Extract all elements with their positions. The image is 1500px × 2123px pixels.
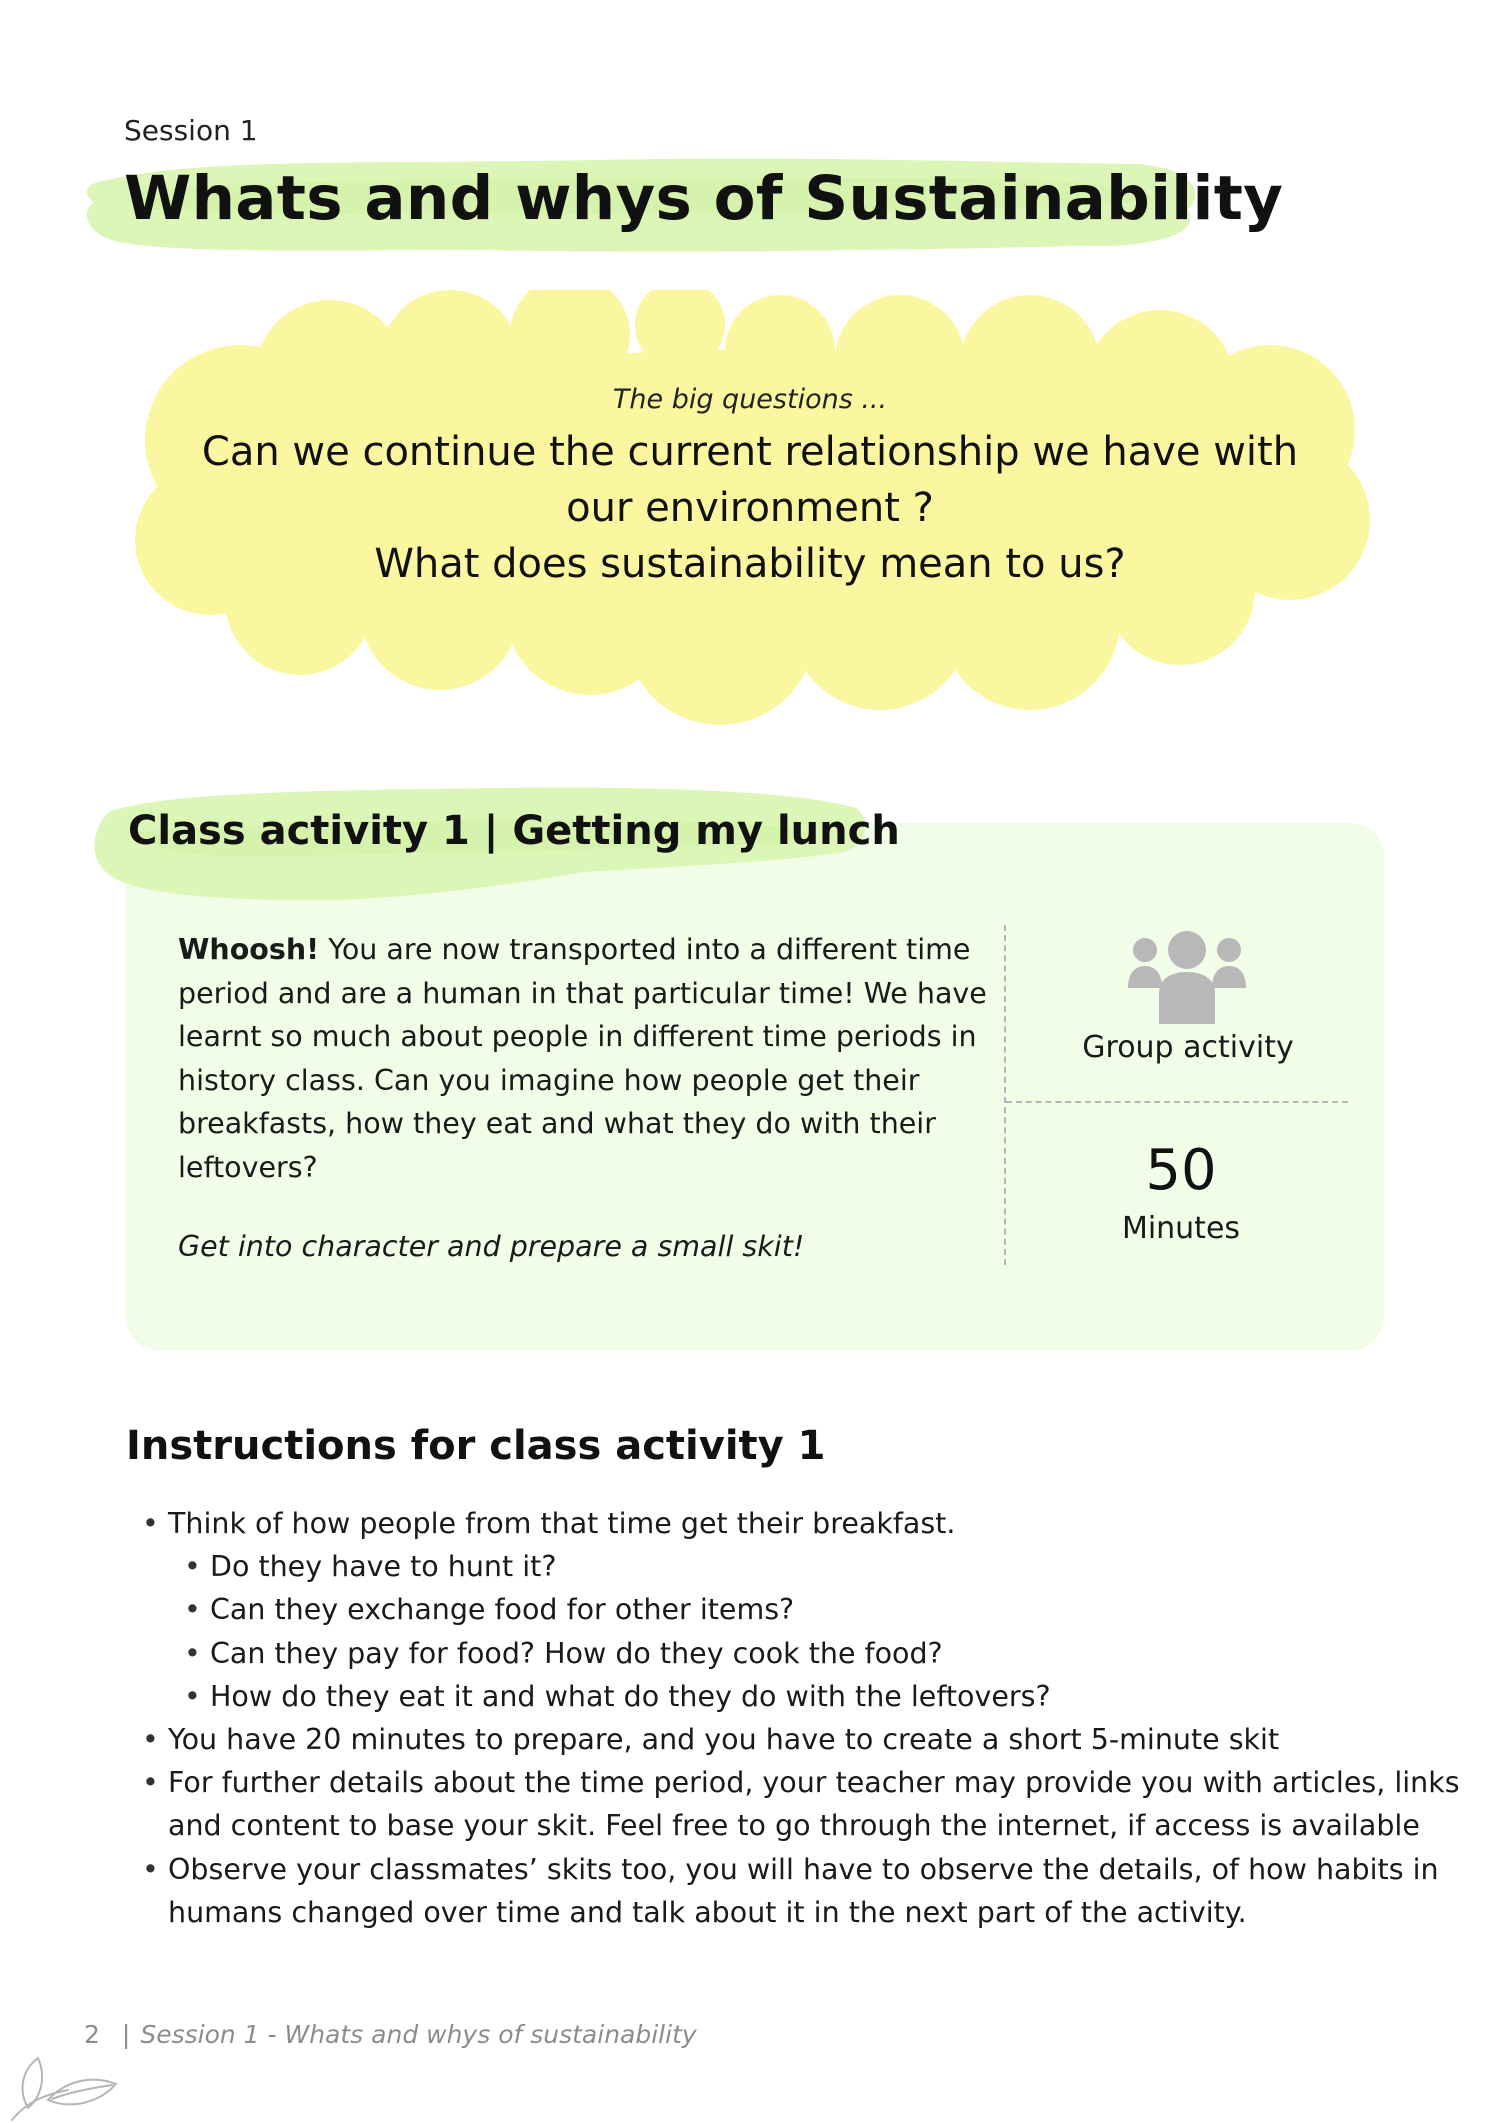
- duration-unit: Minutes: [1121, 1211, 1241, 1246]
- page-title: Whats and whys of Sustainability: [124, 163, 1284, 234]
- duration-value: 50: [1145, 1138, 1217, 1203]
- activity-prompt: Get into character and prepare a small skit!: [178, 1230, 805, 1263]
- big-question-line: What does sustainability mean to us?: [374, 541, 1126, 587]
- activity-title: Class activity 1 | Getting my lunch: [128, 808, 900, 854]
- description-line: leftovers?: [178, 1150, 318, 1184]
- group-activity-label: Group activity: [1082, 1030, 1294, 1065]
- big-question-line: Can we continue the current relationship we have with: [201, 429, 1299, 475]
- session-label: Session 1: [124, 114, 258, 147]
- sub-list-item: • Can they pay for food? How do they cook the food?: [142, 1632, 1382, 1675]
- list-item: • You have 20 minutes to prepare, and you have to create a short 5-minute skit: [142, 1718, 1382, 1761]
- description-line: breakfasts, how they eat and what they do with their: [178, 1107, 936, 1140]
- instructions-heading: Instructions for class activity 1: [126, 1423, 826, 1469]
- list-item-continuation: and content to base your skit. Feel free to go through the internet, if access is available: [168, 1809, 1420, 1843]
- horizontal-divider: [1006, 1101, 1348, 1103]
- description-text: You are now transported into a different time: [319, 933, 971, 966]
- instructions-list: [142, 1502, 1460, 1934]
- page-number: 2: [84, 2020, 100, 2049]
- running-title: Session 1 - Whats and whys of sustainability: [140, 2020, 697, 2049]
- description-line: learnt so much about people in different time periods in: [178, 1020, 977, 1053]
- list-item: • For further details about the time period, your teacher may provide you with articles, links: [142, 1761, 1382, 1804]
- intro-exclamation: Whoosh!: [178, 933, 320, 966]
- sub-list-item: • Can they exchange food for other items?: [142, 1588, 1382, 1631]
- leaf-icon: [8, 2050, 120, 2122]
- group-icon: [1124, 930, 1250, 1024]
- sub-list-item: • How do they eat it and what do they do with the leftovers?: [142, 1675, 1382, 1718]
- list-item: • Think of how people from that time get their breakfast.: [142, 1502, 1382, 1545]
- list-item-continuation: humans changed over time and talk about it in the next part of the activity.: [168, 1895, 1247, 1929]
- big-question-line: our environment ?: [566, 485, 934, 531]
- big-questions-label: The big questions ...: [612, 384, 888, 415]
- description-line: period and are a human in that particular time! We have: [178, 976, 987, 1010]
- activity-description: [178, 928, 987, 1189]
- footer-separator: |: [121, 2020, 131, 2049]
- list-item: • Observe your classmates’ skits too, you will have to observe the details, of how habits in: [142, 1848, 1382, 1891]
- description-line: history class. Can you imagine how people get their: [178, 1063, 920, 1097]
- sub-list-item: • Do they have to hunt it?: [142, 1545, 1382, 1588]
- page-footer: [84, 2020, 697, 2049]
- description-line-1: [178, 928, 978, 972]
- big-questions-text: [200, 424, 1300, 592]
